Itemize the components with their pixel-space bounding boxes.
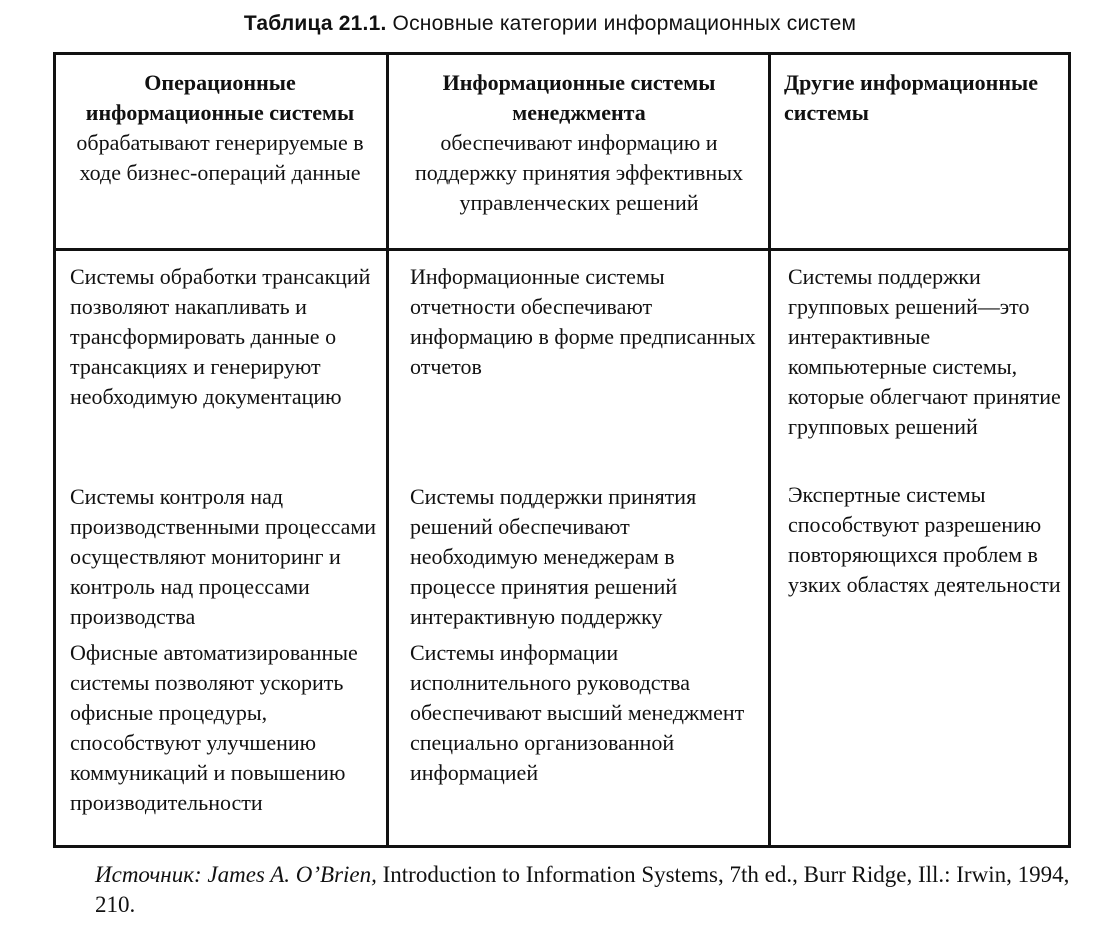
table-cell-text: Экспертные системы способствуют разрешению повторяющихся проблем в узких областях деятельности	[788, 482, 1061, 597]
source-author: James A. O’Brien,	[207, 862, 377, 887]
source-note	[95, 860, 1075, 920]
table-caption	[0, 12, 1100, 36]
table-cell-text: Системы контроля над производственными процессами осуществляют мониторинг и контроль над процессами производства	[70, 484, 377, 629]
caption-text: Основные категории информационных систем	[392, 12, 857, 35]
column-divider	[768, 55, 771, 845]
column-title: Другие информационные системы	[784, 70, 1038, 125]
column-title: Операционные информационные системы	[85, 70, 355, 125]
table-cell-text: Офисные автоматизированные системы позволяют ускорить офисные процедуры, способствуют улучшению коммуникаций и повышению производительности	[70, 640, 358, 815]
column-description: обрабатывают генерируемые в ходе бизнес-операций данные	[76, 130, 364, 185]
column-header-management	[402, 68, 756, 218]
source-text: Introduction to Information Systems, 7th ed., Burr Ridge, Ill.: Irwin, 1994, 210.	[95, 862, 1070, 917]
categories-table	[53, 52, 1071, 848]
table-cell-text: Системы обработки трансакций позволяют накапливать и трансформировать данные о трансакциях и генерируют необходимую документацию	[70, 264, 371, 409]
source-label: Источник:	[95, 862, 202, 887]
column-title: Информационные системы менеджмента	[442, 70, 716, 125]
column-header-operational	[68, 68, 372, 188]
column-divider	[386, 55, 389, 845]
table-cell-text: Системы поддержки принятия решений обеспечивают необходимую менеджерам в процессе принятия решений интерактивную поддержку	[410, 484, 697, 629]
table-cell-text: Системы поддержки групповых решений—это интерактивные компьютерные системы, которые облегчают принятие групповых решений	[788, 264, 1061, 439]
table-cell-text: Информационные системы отчетности обеспечивают информацию в форме предписанных отчетов	[410, 264, 756, 379]
caption-label: Таблица 21.1.	[243, 12, 387, 35]
table-cell-text: Системы информации исполнительного руководства обеспечивают высший менеджмент специально организованной информацией	[410, 640, 745, 785]
column-header-other	[784, 68, 1059, 128]
column-description: обеспечивают информацию и поддержку принятия эффективных управленческих решений	[414, 130, 743, 215]
header-divider	[56, 248, 1068, 251]
